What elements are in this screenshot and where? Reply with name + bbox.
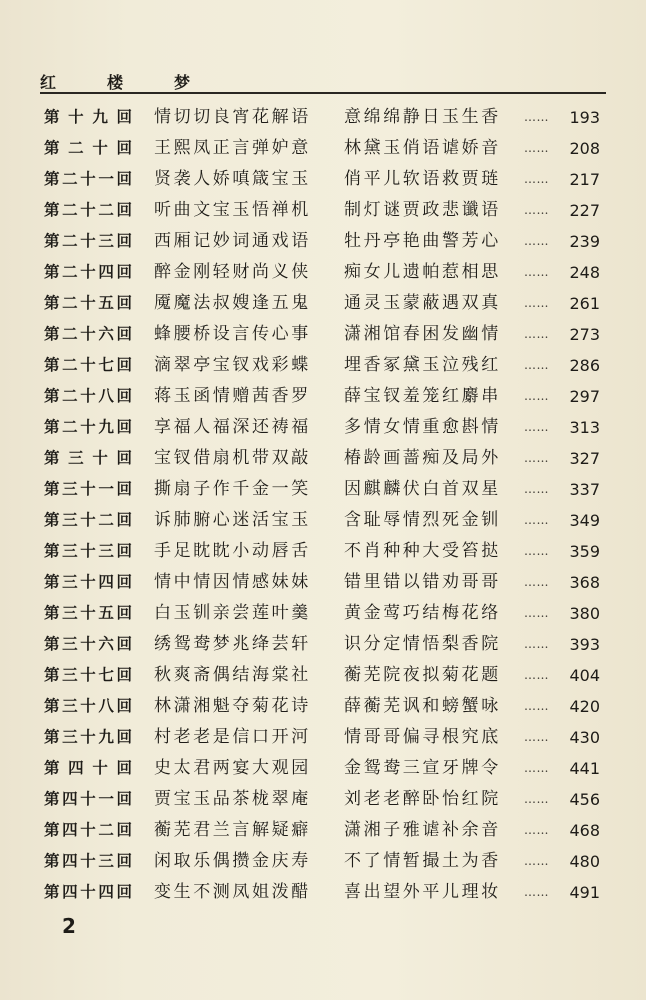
chapter-title-first-line: 绣鸳鸯梦兆绛芸轩 (154, 634, 311, 654)
table-of-contents (44, 102, 610, 908)
chapter-page-number: 227 (569, 201, 600, 220)
chapter-title-second-line: 意绵绵静日玉生香 (344, 107, 501, 127)
chapter-title-second-line: 林黛玉俏语谑娇音 (344, 138, 501, 158)
chapter-number: 第 二 十 二 回 (44, 201, 132, 219)
toc-entry (44, 753, 610, 784)
chapter-title-second-line: 痴女儿遗帕惹相思 (344, 262, 501, 282)
chapter-page-number: 491 (569, 883, 600, 902)
chapter-page-number: 441 (569, 759, 600, 778)
chapter-number: 第 三 十 二 回 (44, 511, 132, 529)
chapter-title-second-line: 金鸳鸯三宣牙牌令 (344, 758, 501, 778)
chapter-title-first-line: 西厢记妙词通戏语 (154, 231, 311, 251)
chapter-title-second-line: 蘅芜院夜拟菊花题 (344, 665, 501, 685)
toc-entry (44, 629, 610, 660)
chapter-title-first-line: 滴翠亭宝钗戏彩蝶 (154, 355, 311, 375)
chapter-page-number: 368 (569, 573, 600, 592)
chapter-number: 第 三 十 四 回 (44, 573, 132, 591)
leader-dots: …… (524, 265, 549, 279)
chapter-page-number: 193 (569, 108, 600, 127)
chapter-page-number: 430 (569, 728, 600, 747)
chapter-number: 第 三 十 六 回 (44, 635, 132, 653)
chapter-number: 第 三 十 九 回 (44, 728, 132, 746)
chapter-number: 第 十 九 回 (44, 108, 132, 126)
chapter-title-second-line: 埋香冢黛玉泣残红 (344, 355, 501, 375)
leader-dots: …… (524, 234, 549, 248)
chapter-number: 第 二 十 三 回 (44, 232, 132, 250)
chapter-title-second-line: 含耻辱情烈死金钏 (344, 510, 501, 530)
chapter-page-number: 261 (569, 294, 600, 313)
chapter-number: 第 二 十 五 回 (44, 294, 132, 312)
chapter-page-number: 359 (569, 542, 600, 561)
chapter-title-first-line: 情中情因情感妹妹 (154, 572, 311, 592)
toc-entry (44, 784, 610, 815)
chapter-title-first-line: 蘅芜君兰言解疑癖 (154, 820, 311, 840)
leader-dots: …… (524, 792, 549, 806)
chapter-page-number: 480 (569, 852, 600, 871)
chapter-page-number: 217 (569, 170, 600, 189)
page-number: 2 (62, 914, 76, 938)
chapter-title-second-line: 椿龄画蔷痴及局外 (344, 448, 501, 468)
leader-dots: …… (524, 854, 549, 868)
chapter-title-second-line: 俏平儿软语救贾琏 (344, 169, 501, 189)
chapter-number: 第 四 十 一 回 (44, 790, 132, 808)
chapter-title-first-line: 林潇湘魁夺菊花诗 (154, 696, 311, 716)
chapter-number: 第 三 十 八 回 (44, 697, 132, 715)
leader-dots: …… (524, 172, 549, 186)
book-title (40, 70, 190, 93)
chapter-number: 第 四 十 四 回 (44, 883, 132, 901)
toc-entry (44, 381, 610, 412)
leader-dots: …… (524, 637, 549, 651)
toc-entry (44, 536, 610, 567)
chapter-number: 第 三 十 三 回 (44, 542, 132, 560)
chapter-page-number: 349 (569, 511, 600, 530)
chapter-title-first-line: 贾宝玉品茶栊翠庵 (154, 789, 311, 809)
toc-entry (44, 567, 610, 598)
chapter-number: 第 二 十 一 回 (44, 170, 132, 188)
chapter-title-second-line: 潇湘子雅谑补余音 (344, 820, 501, 840)
running-header (40, 68, 606, 94)
chapter-page-number: 248 (569, 263, 600, 282)
chapter-number: 第 二 十 七 回 (44, 356, 132, 374)
leader-dots: …… (524, 482, 549, 496)
chapter-title-first-line: 蜂腰桥设言传心事 (154, 324, 311, 344)
chapter-title-first-line: 蒋玉函情赠茜香罗 (154, 386, 311, 406)
chapter-title-first-line: 宝钗借扇机带双敲 (154, 448, 311, 468)
chapter-title-second-line: 不肖种种大受笞挞 (344, 541, 501, 561)
chapter-number: 第 三 十 五 回 (44, 604, 132, 622)
toc-entry (44, 877, 610, 908)
chapter-title-second-line: 牡丹亭艳曲警芳心 (344, 231, 501, 251)
leader-dots: …… (524, 606, 549, 620)
chapter-title-second-line: 通灵玉蒙蔽遇双真 (344, 293, 501, 313)
chapter-number: 第 三 十 一 回 (44, 480, 132, 498)
chapter-title-first-line: 醉金刚轻财尚义侠 (154, 262, 311, 282)
chapter-title-first-line: 变生不测凤姐泼醋 (154, 882, 311, 902)
leader-dots: …… (524, 203, 549, 217)
chapter-title-second-line: 刘老老醉卧怡红院 (344, 789, 501, 809)
toc-entry (44, 350, 610, 381)
leader-dots: …… (524, 420, 549, 434)
book-title-char: 红 (40, 73, 57, 92)
chapter-title-second-line: 黄金莺巧结梅花络 (344, 603, 501, 623)
chapter-page-number: 313 (569, 418, 600, 437)
chapter-title-second-line: 不了情暂撮土为香 (344, 851, 501, 871)
chapter-title-first-line: 白玉钏亲尝莲叶羹 (154, 603, 311, 623)
chapter-page-number: 420 (569, 697, 600, 716)
chapter-title-second-line: 薛宝钗羞笼红麝串 (344, 386, 501, 406)
chapter-title-second-line: 因麒麟伏白首双星 (344, 479, 501, 499)
toc-entry (44, 505, 610, 536)
toc-entry (44, 598, 610, 629)
chapter-page-number: 327 (569, 449, 600, 468)
chapter-title-first-line: 贤袭人娇嗔箴宝玉 (154, 169, 311, 189)
chapter-page-number: 286 (569, 356, 600, 375)
chapter-title-second-line: 薛蘅芜讽和螃蟹咏 (344, 696, 501, 716)
chapter-title-first-line: 村老老是信口开河 (154, 727, 311, 747)
chapter-number: 第 四 十 三 回 (44, 852, 132, 870)
leader-dots: …… (524, 699, 549, 713)
chapter-title-first-line: 享福人福深还祷福 (154, 417, 311, 437)
chapter-page-number: 297 (569, 387, 600, 406)
chapter-page-number: 273 (569, 325, 600, 344)
toc-entry (44, 257, 610, 288)
chapter-page-number: 239 (569, 232, 600, 251)
chapter-title-first-line: 情切切良宵花解语 (154, 107, 311, 127)
chapter-number: 第 二 十 六 回 (44, 325, 132, 343)
chapter-page-number: 337 (569, 480, 600, 499)
leader-dots: …… (524, 544, 549, 558)
leader-dots: …… (524, 575, 549, 589)
chapter-title-first-line: 诉肺腑心迷活宝玉 (154, 510, 311, 530)
toc-entry (44, 288, 610, 319)
chapter-title-first-line: 撕扇子作千金一笑 (154, 479, 311, 499)
leader-dots: …… (524, 389, 549, 403)
chapter-number: 第 四 十 二 回 (44, 821, 132, 839)
toc-entry (44, 164, 610, 195)
chapter-page-number: 393 (569, 635, 600, 654)
chapter-title-second-line: 潇湘馆春困发幽情 (344, 324, 501, 344)
chapter-title-first-line: 秋爽斋偶结海棠社 (154, 665, 311, 685)
chapter-title-second-line: 多情女情重愈斟情 (344, 417, 501, 437)
header-rule (40, 92, 606, 94)
chapter-page-number: 380 (569, 604, 600, 623)
chapter-title-first-line: 史太君两宴大观园 (154, 758, 311, 778)
chapter-number: 第 四 十 回 (44, 759, 132, 777)
toc-entry (44, 660, 610, 691)
chapter-title-second-line: 情哥哥偏寻根究底 (344, 727, 501, 747)
chapter-title-first-line: 手足眈眈小动唇舌 (154, 541, 311, 561)
chapter-page-number: 404 (569, 666, 600, 685)
chapter-number: 第 二 十 四 回 (44, 263, 132, 281)
leader-dots: …… (524, 296, 549, 310)
chapter-title-first-line: 魇魔法叔嫂逢五鬼 (154, 293, 311, 313)
leader-dots: …… (524, 141, 549, 155)
chapter-number: 第 二 十 回 (44, 139, 132, 157)
book-title-char: 楼 (106, 73, 123, 92)
chapter-title-first-line: 听曲文宝玉悟禅机 (154, 200, 311, 220)
chapter-title-second-line: 错里错以错劝哥哥 (344, 572, 501, 592)
leader-dots: …… (524, 358, 549, 372)
chapter-number: 第 二 十 八 回 (44, 387, 132, 405)
chapter-number: 第 三 十 七 回 (44, 666, 132, 684)
toc-entry (44, 722, 610, 753)
chapter-page-number: 456 (569, 790, 600, 809)
toc-entry (44, 691, 610, 722)
leader-dots: …… (524, 327, 549, 341)
leader-dots: …… (524, 110, 549, 124)
toc-entry (44, 474, 610, 505)
toc-entry (44, 133, 610, 164)
leader-dots: …… (524, 513, 549, 527)
toc-entry (44, 846, 610, 877)
leader-dots: …… (524, 730, 549, 744)
chapter-title-first-line: 王熙凤正言弹妒意 (154, 138, 311, 158)
leader-dots: …… (524, 761, 549, 775)
chapter-title-second-line: 制灯谜贾政悲谶语 (344, 200, 501, 220)
chapter-page-number: 468 (569, 821, 600, 840)
chapter-page-number: 208 (569, 139, 600, 158)
leader-dots: …… (524, 451, 549, 465)
toc-entry (44, 815, 610, 846)
chapter-title-first-line: 闲取乐偶攒金庆寿 (154, 851, 311, 871)
toc-entry (44, 412, 610, 443)
toc-entry (44, 443, 610, 474)
chapter-title-second-line: 识分定情悟梨香院 (344, 634, 501, 654)
toc-entry (44, 319, 610, 350)
toc-entry (44, 102, 610, 133)
chapter-number: 第 二 十 九 回 (44, 418, 132, 436)
book-title-char: 梦 (173, 73, 190, 92)
toc-entry (44, 195, 610, 226)
toc-entry (44, 226, 610, 257)
chapter-title-second-line: 喜出望外平儿理妆 (344, 882, 501, 902)
leader-dots: …… (524, 885, 549, 899)
leader-dots: …… (524, 668, 549, 682)
leader-dots: …… (524, 823, 549, 837)
chapter-number: 第 三 十 回 (44, 449, 132, 467)
